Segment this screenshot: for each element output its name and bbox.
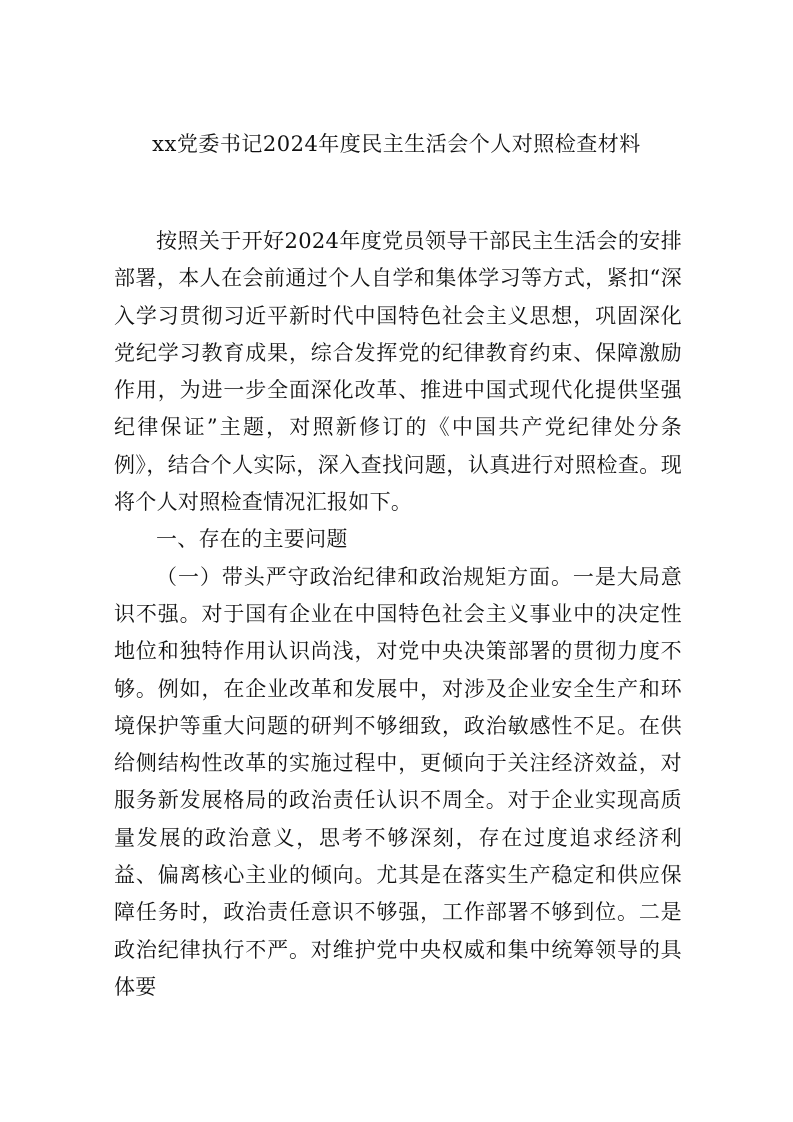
document-title: xx党委书记2024年度民主生活会个人对照检查材料 xyxy=(152,132,641,156)
intro-paragraph: 按照关于开好2024年度党员领导干部民主生活会的安排部署，本人在会前通过个人自学和集体学习等方式，紧扣“深入学习贯彻习近平新时代中国特色社会主义思想，巩固深化党纪学习教育成果，综合发挥党的纪律教育约束、保障激励作用，为进一步全面深化改革、推进中国式现代化提供坚强纪律保证”主题，对照新修订的《中国共产党纪律处分条例》，结合个人实际，深入查找问题，认真进行对照检查。现将个人对照检查情况汇报如下。 xyxy=(114,229,682,515)
subsection-paragraph: （一）带头严守政治纪律和政治规矩方面。一是大局意识不强。对于国有企业在中国特色社会主义事业中的决定性地位和独特作用认识尚浅，对党中央决策部署的贯彻力度不够。例如，在企业改革和发展中，对涉及企业安全生产和环境保护等重大问题的研判不够细致，政治敏感性不足。在供给侧结构性改革的实施过程中，更倾向于关注经济效益，对服务新发展格局的政治责任认识不周全。对于企业实现高质量发展的政治意义，思考不够深刻，存在过度追求经济利益、偏离核心主业的倾向。尤其是在落实生产稳定和供应保障任务时，政治责任意识不够强，工作部署不够到位。二是政治纪律执行不严。对维护党中央权威和集中统筹领导的具体要 xyxy=(114,564,682,999)
document-body xyxy=(114,223,682,1006)
section-heading: 一、存在的主要问题 xyxy=(156,527,348,552)
